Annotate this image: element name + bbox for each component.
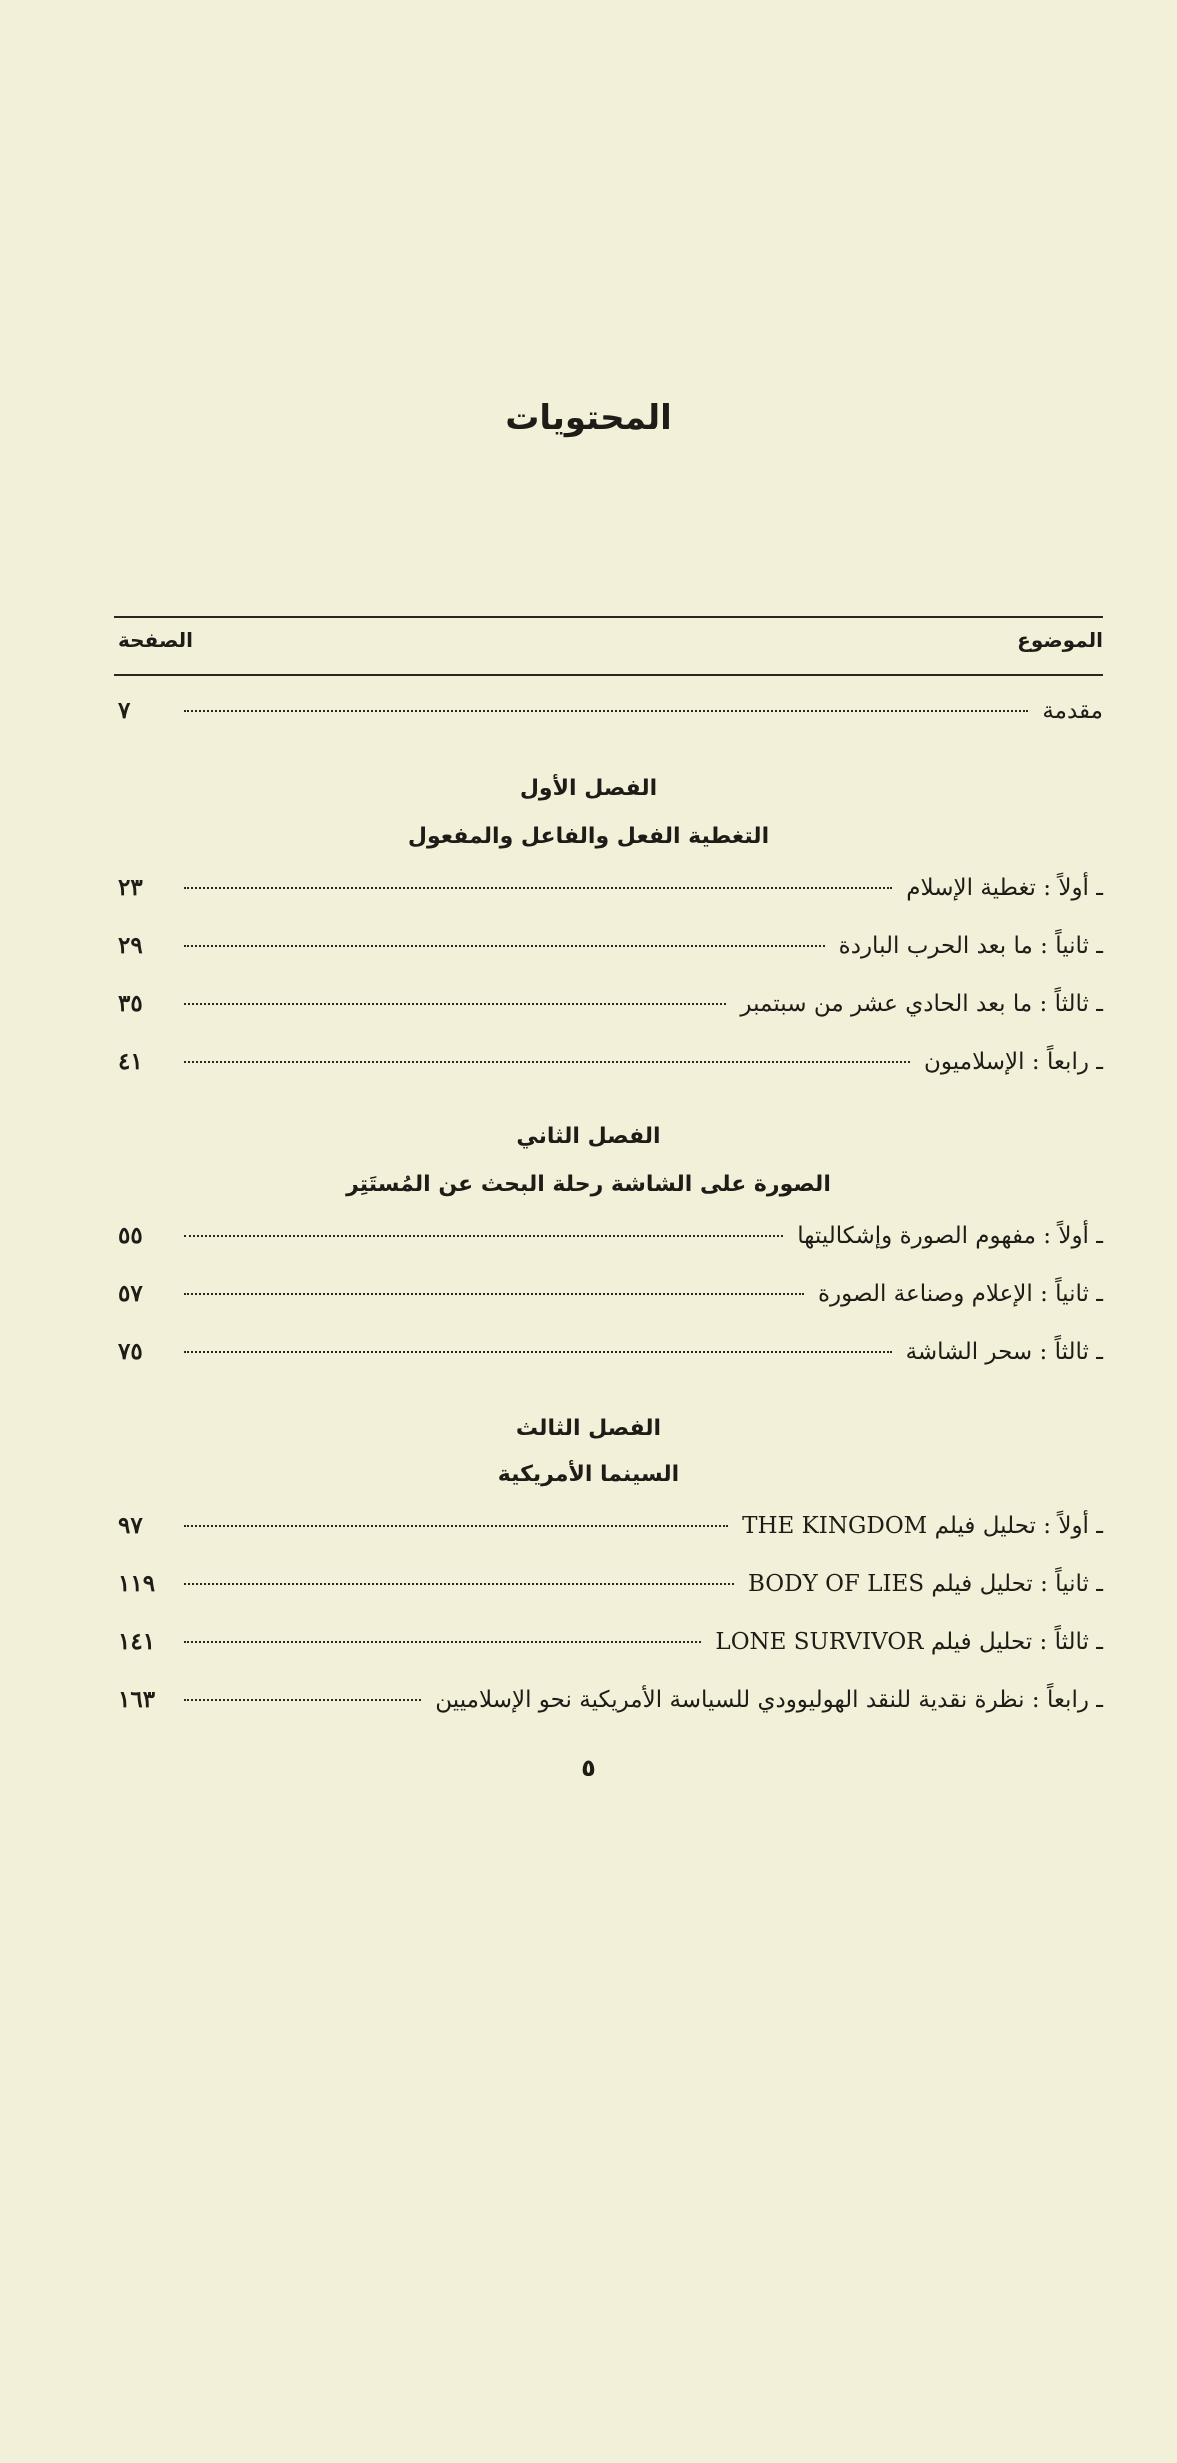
toc-label-arabic: ـ ثانياً : تحليل فيلم xyxy=(931,1571,1103,1597)
toc-label: ـ رابعاً : الإسلاميون xyxy=(924,1049,1103,1075)
dot-leader xyxy=(184,1293,804,1295)
chapter-subtitle: الصورة على الشاشة رحلة البحث عن المُستَتِر xyxy=(346,1172,831,1197)
toc-page-number: ٧٥ xyxy=(118,1338,143,1365)
chapter-subtitle: التغطية الفعل والفاعل والمفعول xyxy=(407,824,770,849)
dot-leader xyxy=(184,887,892,889)
toc-row xyxy=(118,932,1103,968)
column-header-page: الصفحة xyxy=(118,628,194,652)
dot-leader xyxy=(184,1351,892,1353)
toc-page-number: ٢٣ xyxy=(118,874,143,901)
toc-page-number: ٩٧ xyxy=(118,1512,143,1539)
film-title: THE KINGDOM xyxy=(742,1513,928,1539)
toc-row xyxy=(118,1570,1103,1606)
dot-leader xyxy=(184,945,825,947)
chapter-heading: الفصل الثاني xyxy=(516,1124,661,1149)
column-header-subject: الموضوع xyxy=(1017,628,1103,652)
toc-label: ـ ثالثاً : سحر الشاشة xyxy=(905,1339,1103,1365)
toc-label-arabic: ـ أولاً : تحليل فيلم xyxy=(934,1513,1103,1539)
toc-label: ـ ثالثاً : ما بعد الحادي عشر من سبتمبر xyxy=(740,991,1103,1017)
toc-page-number: ٥٥ xyxy=(118,1222,143,1249)
dot-leader xyxy=(184,1235,783,1237)
toc-label: ـ رابعاً : نظرة نقدية للنقد الهوليوودي للسياسة الأمريكية نحو الإسلاميين xyxy=(435,1687,1103,1713)
toc-label: مقدمة xyxy=(1042,698,1103,724)
toc-label xyxy=(748,1571,1103,1597)
toc-page-number: ٧ xyxy=(118,697,131,724)
toc-page-number: ٤١ xyxy=(118,1048,143,1075)
dot-leader xyxy=(184,1003,726,1005)
toc-label: ـ أولاً : تغطية الإسلام xyxy=(906,875,1103,901)
toc-row xyxy=(118,1048,1103,1084)
chapter-subtitle: السينما الأمريكية xyxy=(497,1462,680,1487)
page-title: المحتويات xyxy=(505,398,672,438)
dot-leader xyxy=(184,1061,910,1063)
film-title: BODY OF LIES xyxy=(747,1571,925,1597)
toc-page-number: ٢٩ xyxy=(118,932,143,959)
toc-row xyxy=(118,1512,1103,1548)
toc-label-arabic: ـ ثالثاً : تحليل فيلم xyxy=(930,1629,1103,1655)
toc-page-number: ١٦٣ xyxy=(118,1686,156,1713)
header-bottom-rule xyxy=(114,674,1103,676)
toc-row xyxy=(118,1628,1103,1664)
dot-leader xyxy=(184,710,1028,712)
dot-leader xyxy=(184,1641,701,1643)
toc-row xyxy=(118,1338,1103,1374)
toc-label: ـ أولاً : مفهوم الصورة وإشكاليتها xyxy=(797,1223,1103,1249)
toc-page-number: ٥٧ xyxy=(118,1280,143,1307)
footer-page-number: ٥ xyxy=(581,1754,596,1782)
toc-page-number: ٣٥ xyxy=(118,990,143,1017)
dot-leader xyxy=(184,1699,421,1701)
chapter-heading: الفصل الأول xyxy=(519,776,658,801)
chapter-heading: الفصل الثالث xyxy=(515,1416,662,1441)
film-title: LONE SURVIVOR xyxy=(715,1629,924,1655)
toc-label xyxy=(715,1629,1103,1655)
dot-leader xyxy=(184,1583,734,1585)
toc-row xyxy=(118,874,1103,910)
toc-label xyxy=(742,1513,1103,1539)
toc-label: ـ ثانياً : ما بعد الحرب الباردة xyxy=(838,933,1103,959)
toc-page-number: ١٤١ xyxy=(118,1628,156,1655)
toc-row-intro xyxy=(118,697,1103,733)
toc-row xyxy=(118,1686,1103,1722)
header-top-rule xyxy=(114,616,1103,618)
toc-row xyxy=(118,1222,1103,1258)
dot-leader xyxy=(184,1525,728,1527)
toc-row xyxy=(118,990,1103,1026)
toc-page-number: ١١٩ xyxy=(118,1570,156,1597)
toc-row xyxy=(118,1280,1103,1316)
toc-label: ـ ثانياً : الإعلام وصناعة الصورة xyxy=(817,1281,1103,1307)
